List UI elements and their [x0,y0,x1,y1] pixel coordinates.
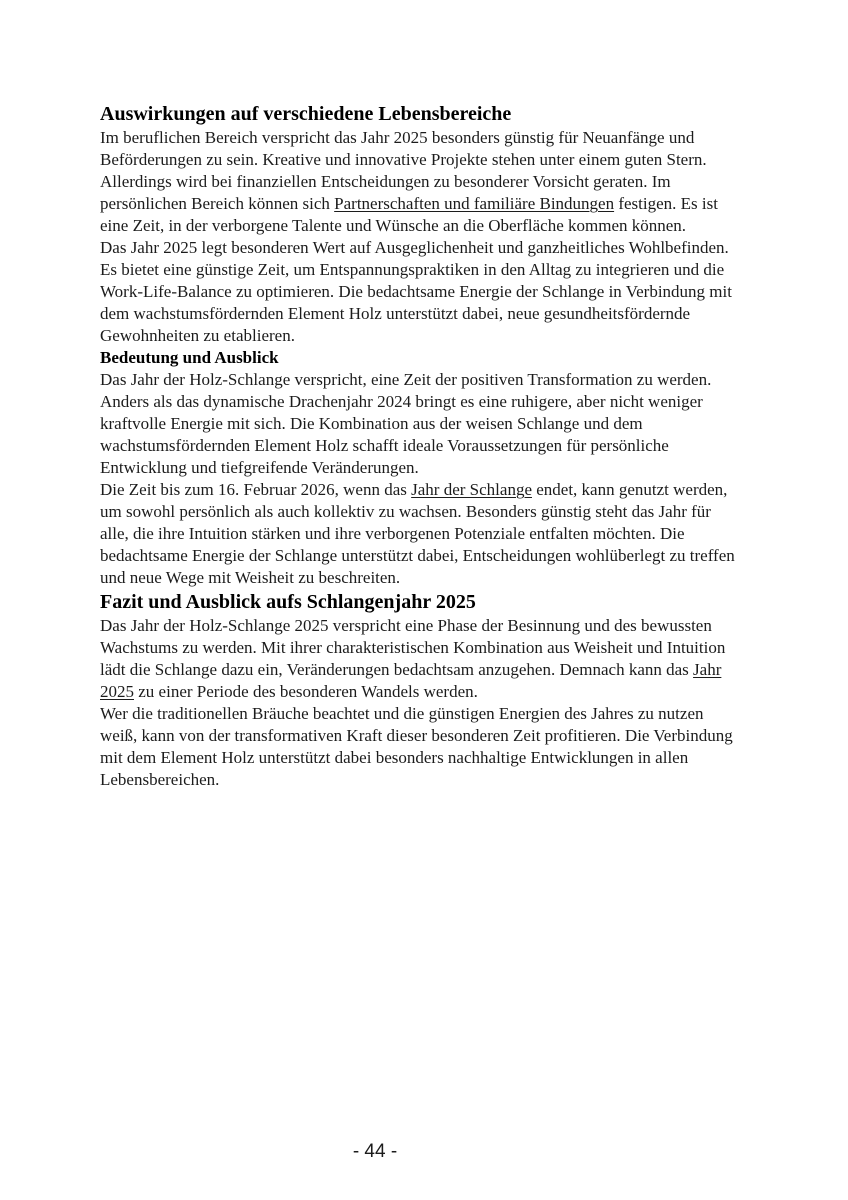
text-line [100,369,800,391]
text-run: Wachstums zu werden. Mit ihrer charakteristischen Kombination aus Weisheit und Intuition [100,638,726,657]
text-line [100,659,800,681]
text-line [100,237,800,259]
underlined-text-run: Jahr [693,660,722,679]
text-line [100,637,800,659]
section-heading-fazit: Fazit und Ausblick aufs Schlangenjahr 2025 [100,591,476,613]
text-line [100,127,800,149]
text-run: um sowohl persönlich als auch kollektiv zu wachsen. Besonders günstig steht das Jahr für [100,502,711,521]
text-run: eine Zeit, in der verborgene Talente und Wünsche an die Oberfläche kommen können. [100,216,687,235]
text-run: wachstumsfördernden Element Holz schafft ideale Voraussetzungen für persönliche [100,436,669,455]
text-run: Es bietet eine günstige Zeit, um Entspannungspraktiken in den Alltag zu integrieren und die [100,260,725,279]
text-line [100,215,800,237]
text-run: bedachtsame Energie der Schlange unterstützt dabei, Entscheidungen wohlüberlegt zu treffen [100,546,735,565]
text-line [100,281,800,303]
text-run: Entwicklung und tiefgreifende Veränderungen. [100,458,419,477]
text-line [100,325,800,347]
text-run: alle, die ihre Intuition stärken und ihre verborgenen Potenziale entfalten möchten. Die [100,524,685,543]
text-run: Das Jahr der Holz-Schlange verspricht, eine Zeit der positiven Transformation zu werden. [100,370,712,389]
paragraph-holz-schlange-2025 [100,615,800,703]
text-line [100,479,800,501]
text-line [100,303,800,325]
paragraph-beruf [100,127,800,237]
paragraph-zeit-bis-2026 [100,479,800,589]
text-line [100,457,800,479]
text-run: lädt die Schlange dazu ein, Veränderungen bedachtsam anzugehen. Demnach kann das [100,660,694,679]
underlined-text-run: 2025 [100,682,134,701]
underlined-text-run: Jahr der Schlange [411,480,532,499]
section-heading-bedeutung: Bedeutung und Ausblick [100,348,279,367]
text-line [100,391,800,413]
text-run: Das Jahr 2025 legt besonderen Wert auf Ausgeglichenheit und ganzheitliches Wohlbefinden. [100,238,729,257]
text-line [100,193,800,215]
paragraph-transformation [100,369,800,479]
text-line [100,259,800,281]
text-run: Lebensbereichen. [100,770,220,789]
text-line [100,681,800,703]
text-run: kraftvolle Energie mit sich. Die Kombination aus der weisen Schlange und dem [100,414,643,433]
text-line [100,523,800,545]
underlined-text-run: Partnerschaften und familiäre Bindungen [334,194,615,213]
text-line [100,567,800,589]
text-run: Das Jahr der Holz-Schlange 2025 verspricht eine Phase der Besinnung und des bewussten [100,616,712,635]
text-line [100,615,800,637]
paragraph-wohlbefinden [100,237,800,347]
document-content [100,0,800,791]
text-line [100,149,800,171]
text-line [100,501,800,523]
text-line [100,725,800,747]
text-line [100,545,800,567]
text-line [100,171,800,193]
text-run: Wer die traditionellen Bräuche beachtet und die günstigen Energien des Jahres zu nutzen [100,704,704,723]
paragraph-brauche [100,703,800,791]
text-line [100,413,800,435]
text-run: zu einer Periode des besonderen Wandels werden. [134,682,478,701]
text-run: und neue Wege mit Weisheit zu beschreiten. [100,568,401,587]
text-run: Work-Life-Balance zu optimieren. Die bedachtsame Energie der Schlange in Verbindung mit [100,282,732,301]
text-run: Allerdings wird bei finanziellen Entscheidungen zu besonderer Vorsicht geraten. Im [100,172,671,191]
text-run: Gewohnheiten zu etablieren. [100,326,295,345]
text-run: weiß, kann von der transformativen Kraft dieser besonderen Zeit profitieren. Die Verbindung [100,726,733,745]
text-run: dem wachstumsfördernden Element Holz unterstützt dabei, neue gesundheitsfördernde [100,304,691,323]
page-number: - 44 - [352,1141,398,1162]
text-run: Beförderungen zu sein. Kreative und innovative Projekte stehen unter einem guten Stern. [100,150,707,169]
text-line [100,703,800,725]
text-run: Die Zeit bis zum 16. Februar 2026, wenn das [100,480,412,499]
text-run: endet, kann genutzt werden, [531,480,728,499]
text-line [100,747,800,769]
text-line [100,769,800,791]
page-footer [100,1141,650,1163]
section-heading-lebensbereiche: Auswirkungen auf verschiedene Lebensbereiche [100,103,512,125]
text-run: Anders als das dynamische Drachenjahr 2024 bringt es eine ruhigere, aber nicht weniger [100,392,703,411]
text-run: Im beruflichen Bereich verspricht das Jahr 2025 besonders günstig für Neuanfänge und [100,128,695,147]
text-run: festigen. Es ist [614,194,718,213]
text-line [100,435,800,457]
text-run: persönlichen Bereich können sich [100,194,335,213]
text-run: mit dem Element Holz unterstützt dabei besonders nachhaltige Entwicklungen in allen [100,748,689,767]
